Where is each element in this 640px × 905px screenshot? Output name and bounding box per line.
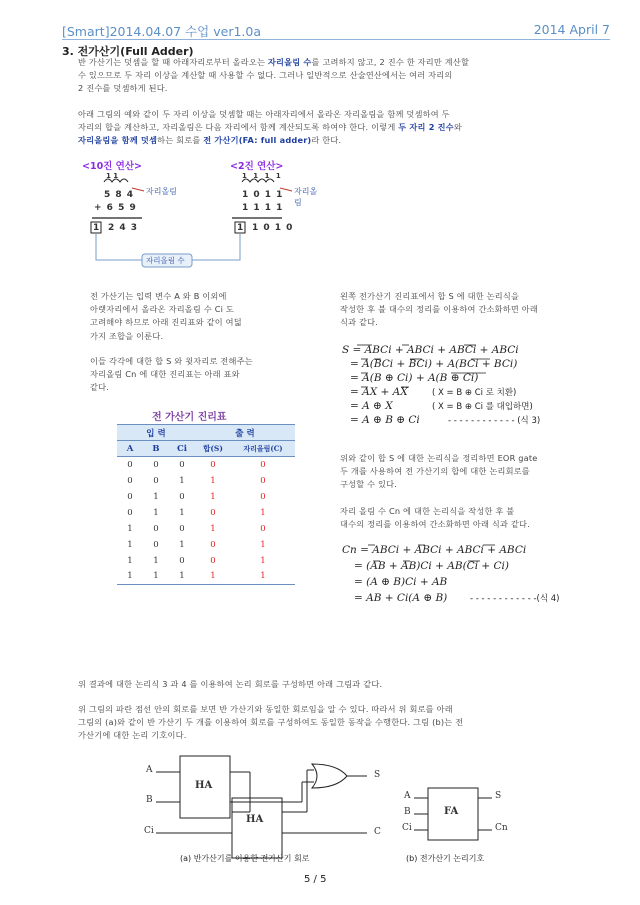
right-paragraph-2: 위와 같이 합 S 에 대한 논리식을 정리하면 EOR gate 두 개를 사용하여 전 가산기의 합에 대한 논리회로를 구성할 수 있다. xyxy=(340,453,538,490)
truth-table-row xyxy=(117,473,295,489)
svg-text:= (AB + AB)Ci + AB(Ci + Ci): = (AB + AB)Ci + AB(Ci + Ci) xyxy=(354,560,510,572)
truth-table-header: A xyxy=(117,441,143,457)
truth-table-cell: 1 xyxy=(127,523,133,534)
truth-table-cell: 1 xyxy=(153,555,159,566)
explanation-paragraph: 아래 그림의 예와 같이 두 자리 이상을 덧셈할 때는 아래자리에서 올라온 자리올림을 함께 덧셈하여 두 자리의 합을 계산하고, 자리올림은 다음 자리에서 함께 계산되도록 하여야 한다. 이렇게 두 자리 2 진수와 자리올림을 함께 덧셈하는 회로를 전 가산기(FA: full adder)라 한다. xyxy=(78,109,462,146)
truth-table-cell: 0 xyxy=(127,459,133,470)
truth-table-cell: 0 xyxy=(179,555,185,566)
half-adder-circuit-diagram xyxy=(142,752,392,867)
sum-equation xyxy=(340,340,600,440)
full-adder-symbol xyxy=(398,786,518,846)
right-paragraph-1: 왼쪽 전가산기 진리표에서 합 S 에 대한 논리식을 작성한 후 불 대수의 정리를 이용하여 간소화하면 아래 식과 같다. xyxy=(340,291,539,328)
decimal-carries: 1 1 xyxy=(106,172,119,180)
truth-table-cell: 0 xyxy=(127,491,133,502)
truth-table-cell: 1 xyxy=(260,507,266,518)
truth-table-cell: 1 xyxy=(260,555,266,566)
truth-table-cell: 0 xyxy=(179,523,185,534)
truth-table-row xyxy=(117,537,295,553)
binary-result-carry: 1 xyxy=(237,223,244,233)
decimal-title: <10진 연산> xyxy=(82,161,142,172)
input-b-label: B xyxy=(146,795,153,805)
header-title: [Smart]2014.04.07 수업 ver1.0a xyxy=(62,24,261,39)
truth-table-cell: 1 xyxy=(210,491,216,502)
svg-text:= AB + Ci(A ⊕ B): = AB + Ci(A ⊕ B) xyxy=(354,592,448,604)
truth-table-group-output: 출 력 xyxy=(195,425,295,441)
truth-table-row xyxy=(117,457,295,473)
binary-carry-label: 자리올림 xyxy=(294,187,318,207)
intro-paragraph: 반 가산기는 덧셈을 할 때 아래자리로부터 올라오는 자리올림 수를 고려하지 않고, 2 진수 한 자리만 계산할 수 있으므로 두 자리 이상을 계산할 때 사용할 수 없다. 그러나 일반적으로 산술연산에서는 여러 자리의 2 진수를 덧셈하게 된다. xyxy=(78,57,470,94)
truth-table-cell: 1 xyxy=(179,539,185,550)
truth-table-cell: 1 xyxy=(260,539,266,550)
sum-note-substitute: ( X = B ⊕ Ci 로 치환) xyxy=(432,388,517,398)
truth-table-cell: 0 xyxy=(260,459,266,470)
bottom-paragraph-2: 위 그림의 파란 점선 안의 회로를 보면 반 가산기와 동일한 회로임을 알 수 있다. 따라서 위 회로를 아래 그림의 (a)와 같이 반 가산기 두 개를 이용하여 회로를 구성하여도 동일한 동작을 수행한다. 그림 (b)는 전 가산기에 대한 논리 기호이다. xyxy=(78,704,464,741)
half-adder-2-label: HA xyxy=(246,814,264,825)
truth-table-cell: 1 xyxy=(117,569,143,585)
truth-table-cell: 1 xyxy=(153,507,159,518)
decimal-result-carry: 1 xyxy=(93,223,100,233)
truth-table-cell: 0 xyxy=(260,491,266,502)
caption-a: (a) 반가산기를 이용한 전가산기 회로 xyxy=(180,854,310,863)
truth-table-cell: 1 xyxy=(169,569,195,585)
sum-note-apply: ( X = B ⊕ Ci 를 대입하면) xyxy=(432,402,533,412)
truth-table-cell: 0 xyxy=(179,459,185,470)
equation-3-label: - - - - - - - - - - - - (식 3) xyxy=(448,416,541,426)
fa-input-b-label: B xyxy=(404,807,411,817)
truth-table-cell: 1 xyxy=(195,569,231,585)
input-ci-label: Ci xyxy=(144,826,154,836)
truth-table-cell: 1 xyxy=(210,475,216,486)
addition-example-figure xyxy=(82,158,322,273)
truth-table xyxy=(117,424,295,585)
binary-title: <2진 연산> xyxy=(230,161,284,172)
truth-table-cell: 0 xyxy=(153,475,159,486)
fa-output-cn-label: Cn xyxy=(495,823,508,833)
truth-table-cell: 1 xyxy=(179,475,185,486)
truth-table-cell: 0 xyxy=(210,539,216,550)
header-date: 2014 April 7 xyxy=(533,22,610,37)
truth-table-header: 합(S) xyxy=(195,441,231,457)
fa-input-ci-label: Ci xyxy=(402,823,412,833)
output-c-label: C xyxy=(374,827,381,837)
binary-row1: 1 0 1 1 xyxy=(242,190,284,200)
truth-table-cell: 1 xyxy=(127,539,133,550)
binary-row2: 1 1 1 1 xyxy=(242,203,284,213)
truth-table-row xyxy=(117,521,295,537)
truth-table-row xyxy=(117,569,295,585)
truth-table-cell: 0 xyxy=(153,539,159,550)
fa-input-a-label: A xyxy=(404,791,411,801)
half-adder-circuit xyxy=(142,752,392,867)
left-paragraph-1: 전 가산기는 입력 변수 A 와 B 이외에 아랫자리에서 올라온 자리올림 수 Ci 도 고려해야 하므로 아래 진리표와 같이 여덟 가지 조합을 이룬다. xyxy=(90,291,242,341)
truth-table-row xyxy=(117,505,295,521)
truth-table-cell: 0 xyxy=(179,491,185,502)
truth-table-cell: 0 xyxy=(127,475,133,486)
decimal-row2: + 6 5 9 xyxy=(94,203,137,213)
svg-text:= A ⊕ X: = A ⊕ X xyxy=(350,400,393,412)
truth-table-header: B xyxy=(143,441,169,457)
truth-table-header: 자리올림(C) xyxy=(231,441,295,457)
truth-table-cell: 0 xyxy=(210,507,216,518)
truth-table-cell: 1 xyxy=(153,491,159,502)
truth-table-cell: 0 xyxy=(260,475,266,486)
svg-text:= A(B ⊕ Ci) + A(B ⊕ Ci): = A(B ⊕ Ci) + A(B ⊕ Ci) xyxy=(350,372,479,384)
truth-table-cell: 1 xyxy=(143,569,169,585)
full-adder-label: FA xyxy=(444,806,459,817)
svg-text:= (A ⊕ B)Ci + AB: = (A ⊕ B)Ci + AB xyxy=(354,576,448,588)
truth-table-cell: 0 xyxy=(153,459,159,470)
truth-table-cell: 1 xyxy=(127,555,133,566)
truth-table-cell: 1 xyxy=(179,507,185,518)
svg-text:Cn = ABCi + ABCi + ABCi + ABCi: Cn = ABCi + ABCi + ABCi + ABCi xyxy=(342,544,527,556)
decimal-result: 2 4 3 xyxy=(108,223,139,233)
carry-equation xyxy=(340,540,600,615)
svg-text:= A(BCi + BCi) + A(BCi + BCi): = A(BCi + BCi) + A(BCi + BCi) xyxy=(350,358,518,370)
caption-b: (b) 전가산기 논리기호 xyxy=(406,854,485,863)
decimal-carry-label: 자리올림 xyxy=(146,187,177,196)
half-adder-1-label: HA xyxy=(195,780,213,791)
binary-carries: 1 1 1 1 xyxy=(242,172,283,180)
left-paragraph-2: 이들 각각에 대한 합 S 와 윗자리로 전해주는 자리올림 Cn 에 대한 진리표는 아래 표와 같다. xyxy=(90,356,253,393)
fa-output-s-label: S xyxy=(495,791,502,801)
output-s-label: S xyxy=(374,770,381,780)
header-divider xyxy=(62,39,610,40)
truth-table-title: 전 가산기 진리표 xyxy=(152,412,227,423)
decimal-row1: 5 8 4 xyxy=(104,190,135,200)
truth-table-row xyxy=(117,553,295,569)
equation-4-label: - - - - - - - - - - - -(식 4) xyxy=(470,594,560,604)
svg-text:= A ⊕ B ⊕ Ci: = A ⊕ B ⊕ Ci xyxy=(350,414,420,426)
truth-table-row xyxy=(117,489,295,505)
input-a-label: A xyxy=(146,765,153,775)
truth-table-cell: 0 xyxy=(210,555,216,566)
page-number: 5 / 5 xyxy=(304,874,327,885)
truth-table-cell: 1 xyxy=(210,523,216,534)
truth-table-cell: 0 xyxy=(260,523,266,534)
section-title: 3. 전가산기(Full Adder) xyxy=(62,45,194,58)
truth-table-cell: 1 xyxy=(231,569,295,585)
right-paragraph-3: 자리 올림 수 Cn 에 대한 논리식을 작성한 후 불 대수의 정리를 이용하여 간소화하면 아래 식과 같다. xyxy=(340,506,530,530)
truth-table-cell: 0 xyxy=(210,459,216,470)
svg-text:S = ABCi + ABCi + ABCi + ABCi: S = ABCi + ABCi + ABCi + ABCi xyxy=(342,344,519,356)
svg-text:= AX + AX: = AX + AX xyxy=(350,386,408,398)
bottom-paragraph-1: 위 결과에 대한 논리식 3 과 4 를 이용하여 논리 회로를 구성하면 아래 그림과 같다. xyxy=(78,679,383,689)
truth-table-header: Ci xyxy=(169,441,195,457)
binary-result: 1 0 1 0 xyxy=(252,223,294,233)
truth-table-cell: 0 xyxy=(127,507,133,518)
carry-count-label: 자리올림 수 xyxy=(146,256,185,265)
truth-table-cell: 0 xyxy=(153,523,159,534)
truth-table-group-input: 입 력 xyxy=(117,425,195,441)
